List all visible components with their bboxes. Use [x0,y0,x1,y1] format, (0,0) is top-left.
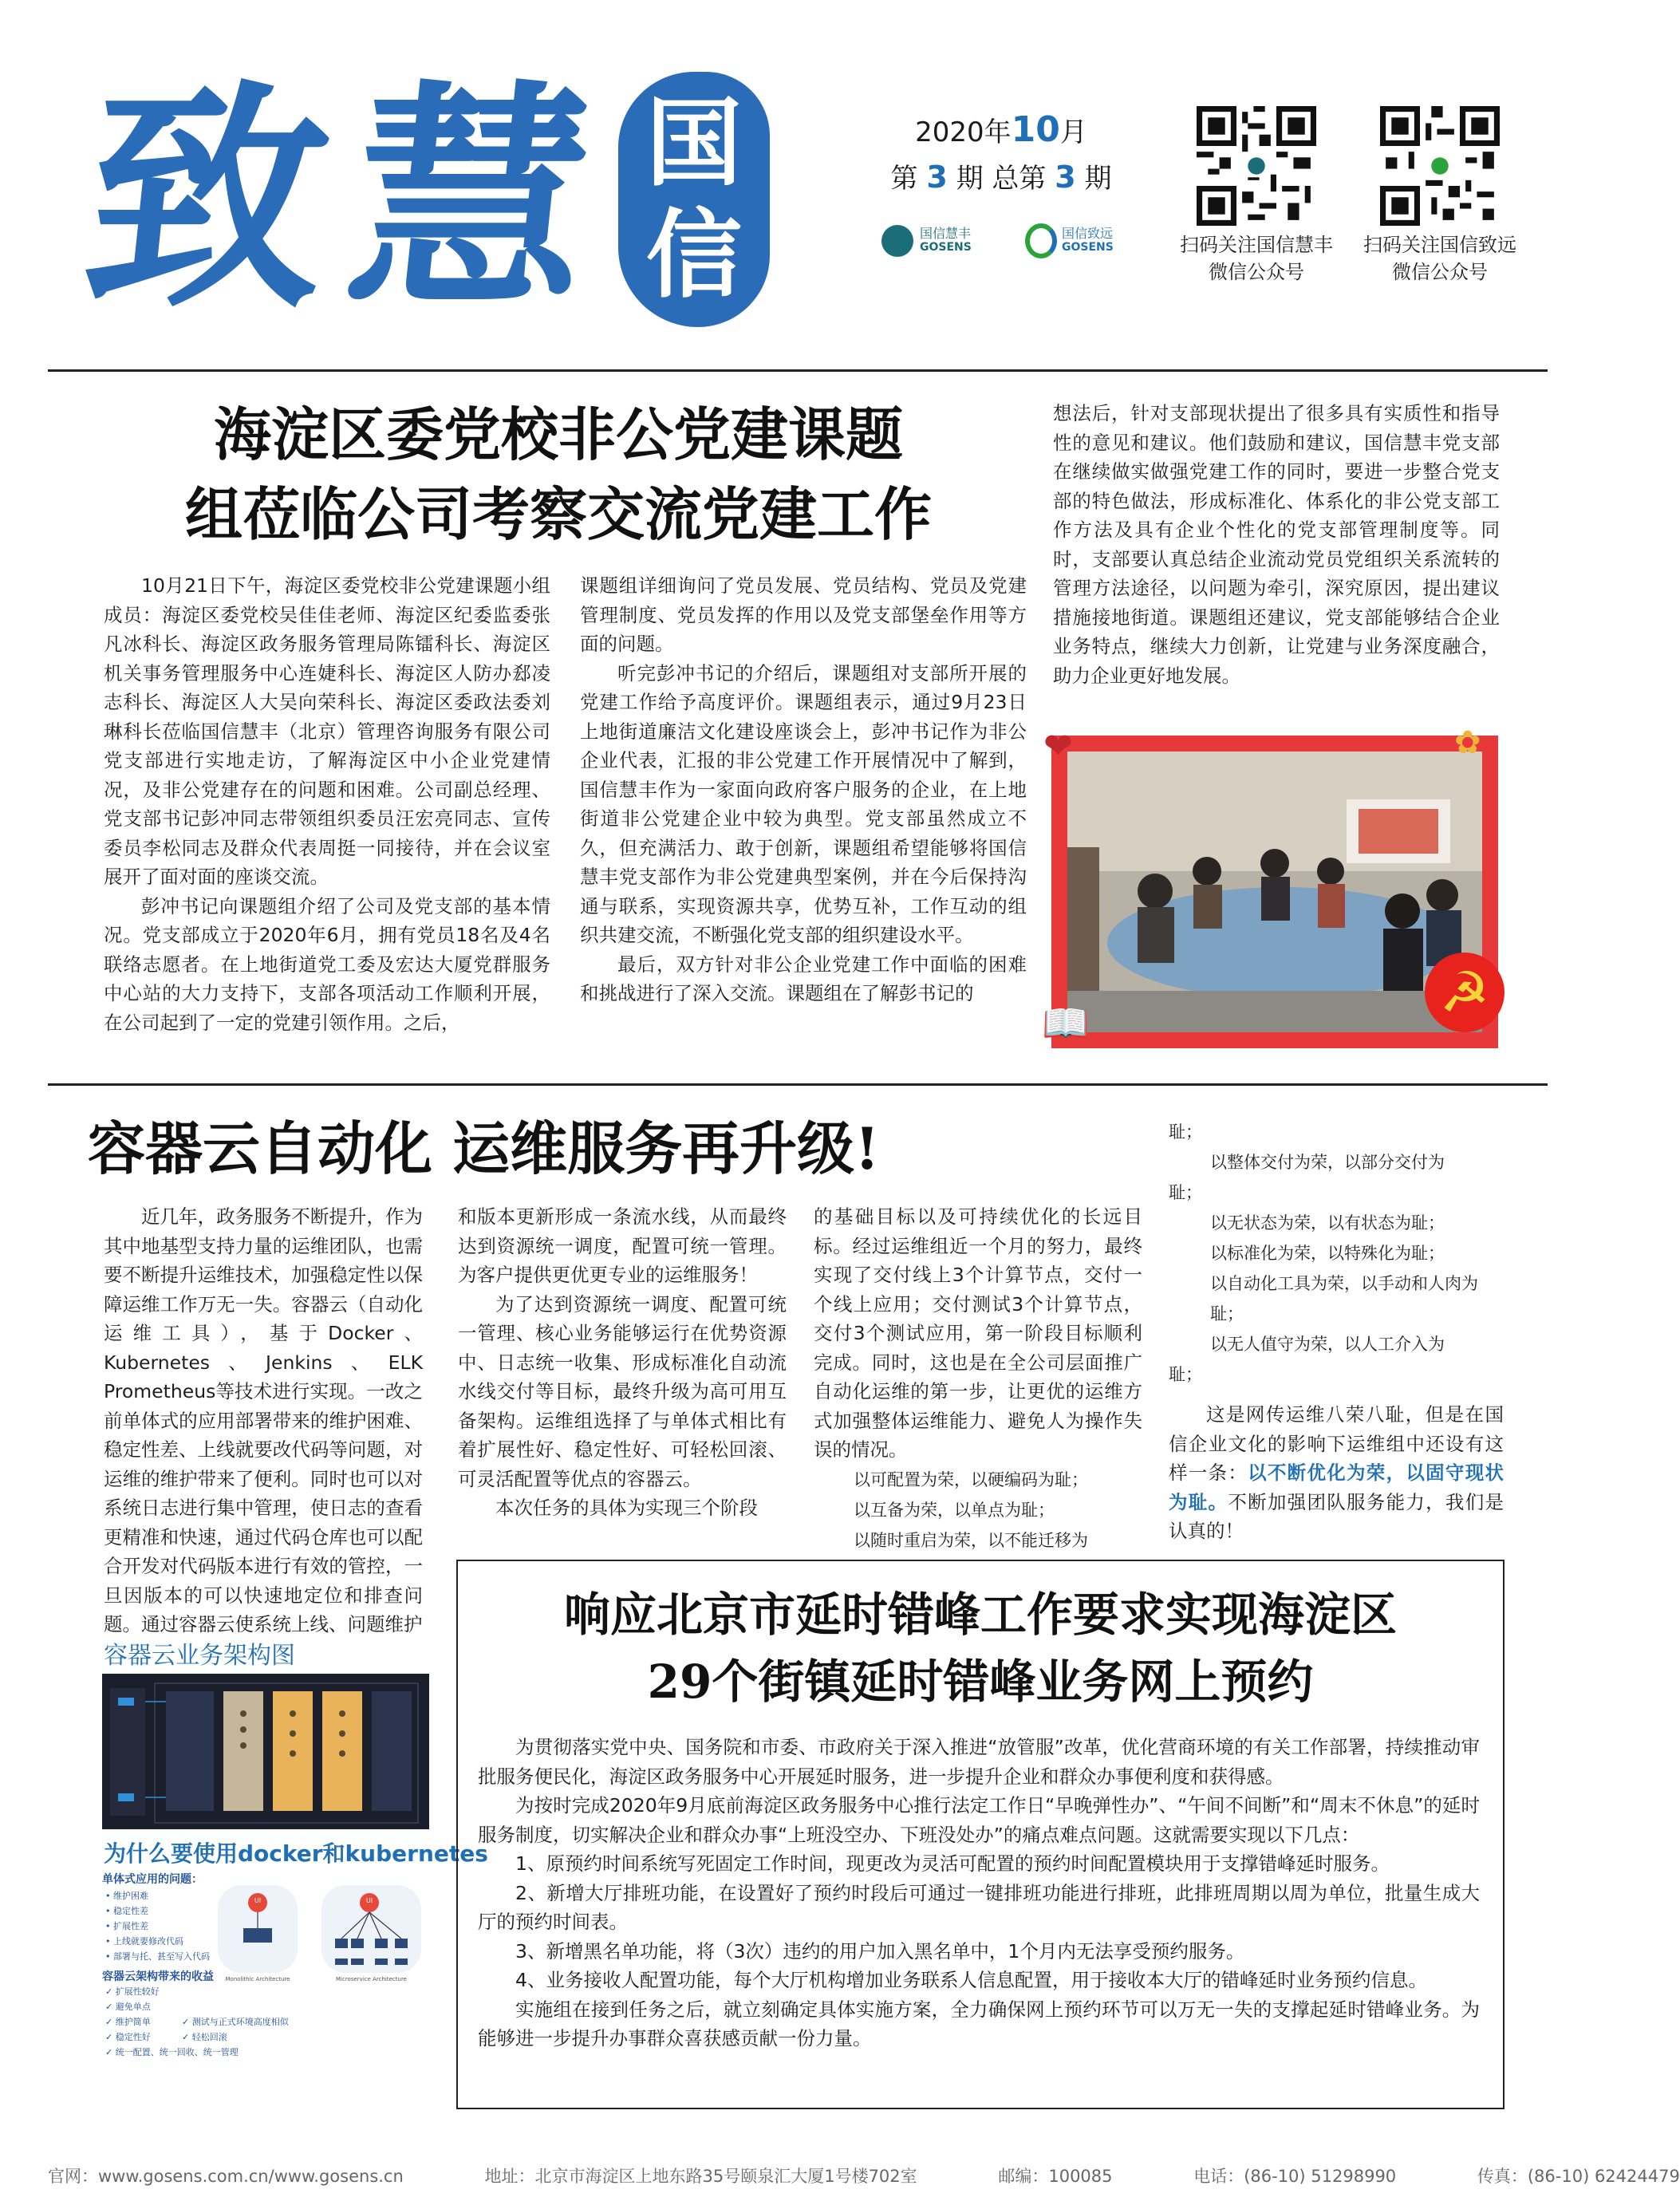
masthead-divider [48,369,1548,372]
fig2-node-microservice: UI [365,1897,373,1904]
article2-col2-para1: 和版本更新形成一条流水线，从而最终达到资源统一调度，配置可统一管理。为客户提供更优更专业的运维服务！ [458,1205,787,1286]
issue-total: 3 [1055,160,1076,195]
brand2-en: GOSENS [1062,241,1114,254]
article1-divider [48,1083,1548,1086]
motto-line: 以无人值守为荣，以人工介入为 [1210,1335,1445,1354]
article3-para: 实施组在接到任务之后，就立刻确定具体实施方案，全力确保网上预约环节可以万无一失的支撑起延时错峰业务。为能够进一步提升办事群众喜获感贡献一份力量。 [478,1998,1480,2049]
article3-para: 为按时完成2020年9月底前海淀区政务服务中心推行法定工作日“早晚弹性办”、“午间不间断”和“周末不休息”的延时服务制度，切实解决企业和群众办事“上班没空办、下班没处办”的痛点难点问题。这就需要实现以下几点： [478,1794,1480,1846]
motto-line: 以整体交付为荣，以部分交付为 [1210,1153,1445,1172]
fig1-title: 容器云业务架构图 [104,1642,295,1670]
issue-no-pre: 第 [890,163,918,195]
article1-column3 [1053,399,1500,690]
article3-title [458,1581,1503,1715]
article3-body [478,1733,1480,2053]
gosens-logo-2-icon [1025,223,1057,258]
issue-no-post: 期 [1084,163,1112,195]
article2-column4 [1169,1400,1504,1546]
fig2-list1-item: • 部署与托、甚至写入代码 [105,1951,210,1962]
motto-line: 以互备为荣，以单点为耻； [854,1501,1055,1520]
article1-column2 [580,571,1027,1008]
qr1-caption-line2: 微信公众号 [1209,261,1304,283]
fig2-list1-item: • 扩展性差 [105,1921,148,1931]
article2-col4-highlight: 以不断优化为荣，以固守现状为耻。 [1169,1461,1504,1513]
qr1-caption [1177,231,1336,286]
masthead-logo [73,58,774,351]
qr-code-huifeng[interactable] [1197,106,1316,226]
fig2-caption-microservice: Microservice Architecture [336,1976,407,1982]
docker-comparison-figure [102,1871,429,2057]
fig2-list2-item: ✓ 统一配置、统一回收、统一管理 [105,2047,239,2057]
qr2-caption [1360,231,1520,286]
fig2-list2-item: ✓ 稳定性好 [105,2032,151,2042]
meeting-photo-frame [1042,724,1498,1048]
article3-title-line1: 响应北京市延时错峰工作要求实现海淀区 [563,1588,1397,1642]
article2-col2-para2: 为了达到资源统一调度、配置可统一管理、核心业务能够运行在优势资源中、日志统一收集、形成标准化自动流水线交付等目标，最终升级为高可用互备架构。运维组选择了与单体式相比有着扩展性好、稳定性好、可轻松回滚、可灵活配置等优点的容器云。 [458,1292,787,1490]
issue-no-mid: 期 总第 [956,163,1047,195]
decor-book-icon: 📖 [1042,1001,1090,1046]
footer-website[interactable]: 官网：www.gosens.com.cn/www.gosens.cn [48,2167,404,2186]
motto-line: 以无状态为荣，以有状态为耻； [1210,1213,1445,1233]
article3-title-line2: 29个街镇延时错峰业务网上预约 [647,1655,1314,1709]
fig2-node-monolith: UI [254,1897,262,1904]
architecture-diagram [102,1674,429,1829]
issue-year: 2020年 [915,116,1012,148]
brand-logos [881,222,1129,262]
article2-col1-para1: 近几年，政务服务不断提升，作为其中地基型支持力量的运维团队，也需要不断提升运维技术，加强稳定性以保障运维工作万无一失。容器云（自动化运维工具），基于Docker、Kubernetes、Jenkins、ELK Prometheus等技术进行实现。一改之前单体式的应用部署带来的维护困难、稳定性差、上线就要改代码等问题，对运维的维护带来了便利。同时也可以对系统日志进行集中管理，使日志的查看更精准和快速，通过代码仓库也可以配合开发对代码版本进行有效的管控，一旦因版本的可以快速地定位和排查问题。通过容器云使系统上线、问题维护 [104,1205,423,1635]
fig2-list3-item: ✓ 轻松回滚 [182,2032,227,2042]
qr-code-zhiyuan[interactable] [1380,106,1500,226]
motto-line: 耻； [1169,1365,1202,1384]
article2-quotes-col4 [1169,1117,1504,1390]
motto-line: 以随时重启为荣，以不能迁移为 [854,1531,1088,1550]
seal-char-1: 国 [646,87,742,199]
fig2-list1-item: • 上线就要修改代码 [105,1936,183,1947]
motto-line: 以标准化为荣，以特殊化为耻； [1210,1244,1445,1263]
article1-column1 [104,571,550,1037]
fig2-list2-item: ✓ 避免单点 [105,2002,151,2012]
fig2-caption-monolith: Monolithic Architecture [225,1976,290,1982]
fig2-list2-item: ✓ 维护简单 [105,2017,151,2027]
article1-title-line1: 海淀区委党校非公党建课题 [213,400,903,468]
party-emblem-icon: ☭ [1425,953,1505,1032]
qr1-caption-line1: 扫码关注国信慧丰 [1180,234,1333,256]
fig2-list1-item: • 稳定性差 [105,1906,148,1916]
qr2-caption-line1: 扫码关注国信致远 [1363,234,1516,256]
article1-col2-para2: 听完彭冲书记的介绍后，课题组对支部所开展的党建工作给予高度评价。课题组表示，通过9月23日上地街道廉洁文化建设座谈会上，彭冲书记作为非公企业代表，汇报的非公党建工作开展情况中了解到，国信慧丰作为一家面向政府客户服务的企业，在上地街道非公党建企业中较为典型。党支部虽然成立不久，但充满活力、敢于创新，课题组希望能够将国信慧丰党支部作为非公党建典型案例，并在今后保持沟通与联系，实现资源共享，优势互补，工作互动的组织共建交流，不断强化党支部的组织建设水平。 [580,661,1027,946]
seal-char-2: 信 [646,199,742,311]
footer-phone: 电话：(86-10) 51298990 [1193,2167,1397,2186]
article3-list-item: 3、新增黑名单功能，将（3次）违约的用户加入黑名单中，1个月内无法享受预约服务。 [515,1939,1245,1962]
article2-title: 容器云自动化 运维服务再升级! [88,1114,880,1182]
article1-col1-para2: 彭冲书记向课题组介绍了公司及党支部的基本情况。党支部成立于2020年6月，拥有党员18名及4名联络志愿者。在上地街道党工委及宏达大厦党群服务中心站的大力支持下，支部各项活动工作顺利开展，在公司起到了一定的党建引领作用。之后， [104,894,550,1034]
article2-quotes-col3 [854,1465,1157,1556]
article3-list-item: 1、原预约时间系统写死固定工作时间，现更改为灵活可配置的预约时间配置模块用于支撑错峰延时服务。 [515,1852,1390,1875]
masthead-title-char-2: 慧 [336,58,605,340]
article1-title [80,395,1037,554]
fig2-list1 [105,1888,210,1964]
qr2-caption-line2: 微信公众号 [1392,261,1488,283]
issue-month-unit: 月 [1059,116,1087,148]
article3-list-item: 2、新增大厅排班功能，在设置好了预约时段后可通过一键排班功能进行排班，此排班周期以周为单位，批量生成大厅的预约时间表。 [478,1881,1480,1933]
decor-heart-icon: ❤ [1043,726,1073,767]
issue-info [866,108,1137,201]
article1-col3-para1: 想法后，针对支部现状提出了很多具有实质性和指导性的意见和建议。他们鼓励和建议，国信慧丰党支部在继续做实做强党建工作的同时，要进一步整合党支部的特色做法，形成标准化、体系化的非公党支部工作方法及具有企业个性化的党支部管理制度等。同时，支部要认真总结企业流动党员党组织关系流转的管理方法途径，以问题为牵引，深究原因，提出建议措施接地街道。课题组还建议，党支部能够结合企业业务特点，继续大力创新，让党建与业务深度融合，助力企业更好地发展。 [1053,402,1500,687]
article2-col4-tail: 不断加强团队服务能力，我们是认真的！ [1169,1490,1504,1542]
footer [48,2164,1680,2187]
footer-address: 地址：北京市海淀区上地东路35号颐泉汇大厦1号楼702室 [484,2167,917,2186]
fig2-list1-item: • 维护困难 [105,1891,148,1901]
brand1-en: GOSENS [920,241,972,254]
brand1-name: 国信慧丰 [920,226,972,241]
article1-col2-para3: 最后，双方针对非公企业党建工作中面临的困难和挑战进行了深入交流。课题组在了解彭书记的 [580,953,1027,1004]
article3-para: 为贯彻落实党中央、国务院和市委、市政府关于深入推进“放管服”改革，优化营商环境的有关工作部署，持续推动审批服务便民化，海淀区政务服务中心开展延时服务，进一步提升企业和群众办事便利度和获得感。 [478,1736,1480,1788]
article2-column3 [814,1202,1142,1465]
fig2-heading1: 单体式应用的问题： [102,1873,203,1886]
fig2-list3 [182,2014,289,2045]
decor-flower-icon: ✿ [1454,724,1481,761]
article2-col4-text: 这是网传运维八荣八耻，但是在国信企业文化的影响下运维组中还设有这样一条： [1169,1403,1504,1484]
fig2-heading2: 容器云架构带来的收益 [102,1970,214,1983]
article1-title-line2: 组莅临公司考察交流党建工作 [184,480,932,548]
article2-column1 [104,1202,423,1639]
issue-number: 3 [926,160,948,195]
motto-line: 耻； [1169,1122,1202,1142]
article2-col2-para3: 本次任务的具体为实现三个阶段 [495,1497,758,1519]
article3-box [456,1560,1505,2109]
issue-month: 10 [1011,109,1060,150]
motto-line: 耻； [1169,1183,1202,1202]
motto-line: 以自动化工具为荣，以手动和人肉为耻； [1210,1274,1478,1323]
motto-line: 以可配置为荣，以硬编码为耻； [854,1470,1088,1489]
fig2-list3-item: ✓ 测试与正式环境高度相似 [182,2017,289,2027]
fig2-list2-item: ✓ 扩展性较好 [105,1986,160,1997]
footer-fax: 传真：(86-10) 62424479 [1477,2167,1680,2186]
article2-col3-para1: 的基础目标以及可持续优化的长远目标。经过运维组近一个月的努力，最终实现了交付线上3个计算节点，交付一个线上应用；交付测试3个计算节点，交付3个测试应用，第一阶段目标顺利完成。同时，这也是在全公司层面推广自动化运维的第一步，让更优的运维方式加强整体运维能力、避免人为操作失误的情况。 [814,1205,1142,1461]
masthead-seal [618,72,770,327]
meeting-photo [1067,751,1482,1032]
brand2-name: 国信致远 [1062,226,1114,241]
gosens-logo-1-icon [881,225,913,257]
article2-column2 [458,1202,787,1523]
article1-col2-para1: 课题组详细询问了党员发展、党员结构、党员及党建管理制度、党员发挥的作用以及党支部堡垒作用等方面的问题。 [580,574,1027,655]
footer-postcode: 邮编：100085 [998,2167,1113,2186]
fig2-title: 为什么要使用docker和kubernetes [104,1840,488,1867]
masthead-title-char-1: 致 [73,58,342,340]
article1-col1-para1: 10月21日下午，海淀区委党校非公党建课题小组成员：海淀区委党校吴佳佳老师、海淀区纪委监委张凡冰科长、海淀区政务服务管理局陈镭科长、海淀区机关事务管理服务中心连婕科长、海淀区人防办郄凌志科长、海淀区人大吴向荣科长、海淀区委政法委刘琳科长莅临国信慧丰（北京）管理咨询服务有限公司党支部进行实地走访，了解海淀区中小企业党建情况，及非公党建存在的问题和困难。公司副总经理、党支部书记彭冲同志带领组织委员汪宏亮同志、宣传委员李松同志及群众代表周挺一同接待，并在会议室展开了面对面的座谈交流。 [104,574,550,888]
article3-list-item: 4、业务接收人配置功能，每个大厅机构增加业务联系人信息配置，用于接收本大厅的错峰延时业务预约信息。 [515,1969,1427,1991]
